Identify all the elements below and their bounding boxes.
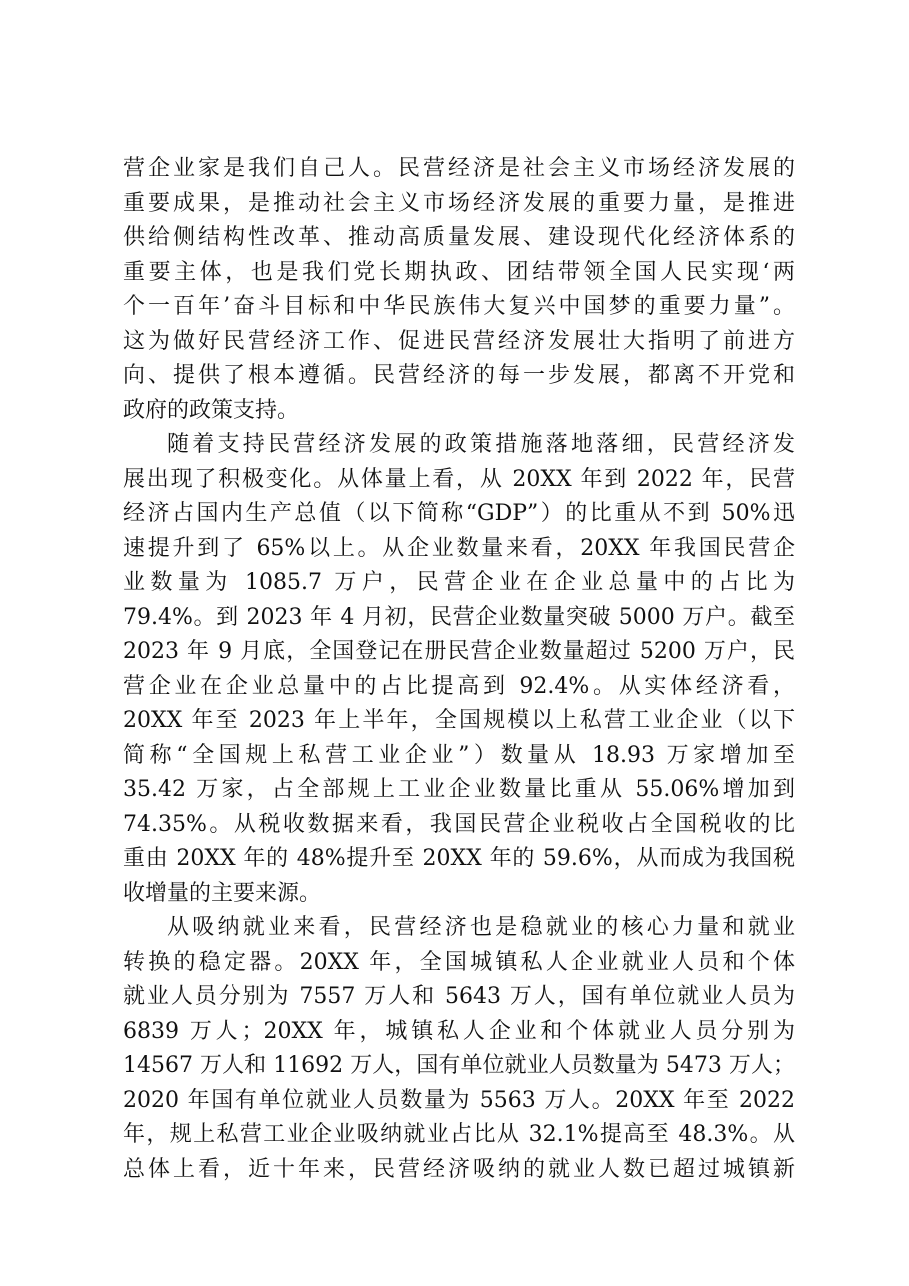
text-line: 重由 20XX 年的 48%提升至 20XX 年的 59.6%，从而成为我国税 [123,846,795,871]
document-body [123,152,795,1187]
text-line: 简称“全国规上私营工业企业”）数量从 18.93 万家增加至 [123,742,795,768]
text-line: 转换的稳定器。20XX 年，全国城镇私人企业就业人员和个体 [123,949,795,975]
text-line: 随着支持民营经济发展的政策措施落地落细，民营经济发 [167,432,795,457]
text-line: 35.42 万家，占全部规上工业企业数量比重从 55.06%增加到 [123,777,795,802]
text-line: 就业人员分别为 7557 万人和 5643 万人，国有单位就业人员为 [123,984,795,1009]
text-line: 营企业在企业总量中的占比提高到 92.4%。从实体经济看， [123,673,795,699]
text-line: 从吸纳就业来看，民营经济也是稳就业的核心力量和就业 [167,915,795,940]
text-line: 业数量为 1085.7 万户，民营企业在企业总量中的占比为 [123,570,795,595]
paragraph-2 [123,428,795,911]
text-line: 速提升到了 65%以上。从企业数量来看，20XX 年我国民营企 [123,535,795,561]
text-line: 6839 万人；20XX 年，城镇私人企业和个体就业人员分别为 [123,1018,795,1044]
text-line: 重要成果，是推动社会主义市场经济发展的重要力量，是推进 [123,190,795,216]
text-line: 14567 万人和 11692 万人，国有单位就业人员数量为 5473 万人； [123,1053,795,1078]
text-line: 2020 年国有单位就业人员数量为 5563 万人。20XX 年至 2022 [123,1087,795,1113]
text-line: 总体上看，近十年来，民营经济吸纳的就业人数已超过城镇新 [123,1156,795,1182]
text-line: 展出现了积极变化。从体量上看，从 20XX 年到 2022 年，民营 [123,466,795,492]
text-line: 20XX 年至 2023 年上半年，全国规模以上私营工业企业（以下 [123,708,795,733]
text-line: 重要主体，也是我们党长期执政、团结带领全国人民实现‘两 [123,259,795,285]
text-line: 向、提供了根本遵循。民营经济的每一步发展，都离不开党和 [123,363,795,388]
text-line: 政府的政策支持。 [123,397,300,423]
text-line: 营企业家是我们自己人。民营经济是社会主义市场经济发展的 [123,156,795,181]
text-line: 个一百年’奋斗目标和中华民族伟大复兴中国梦的重要力量”。 [123,294,795,319]
paragraph-1 [123,152,795,428]
text-line: 79.4%。到 2023 年 4 月初，民营企业数量突破 5000 万户。截至 [123,604,795,630]
text-line: 这为做好民营经济工作、促进民营经济发展壮大指明了前进方 [123,328,795,354]
text-line: 收增量的主要来源。 [123,880,322,906]
text-line: 年，规上私营工业企业吸纳就业占比从 32.1%提高至 48.3%。从 [123,1122,795,1147]
text-line: 2023 年 9 月底，全国登记在册民营企业数量超过 5200 万户，民 [123,639,795,664]
text-line: 74.35%。从税收数据来看，我国民营企业税收占全国税收的比 [123,811,795,837]
text-line: 经济占国内生产总值（以下简称“GDP”）的比重从不到 50%迅 [123,501,795,526]
text-line: 供给侧结构性改革、推动高质量发展、建设现代化经济体系的 [123,225,795,250]
paragraph-3 [123,911,795,1187]
